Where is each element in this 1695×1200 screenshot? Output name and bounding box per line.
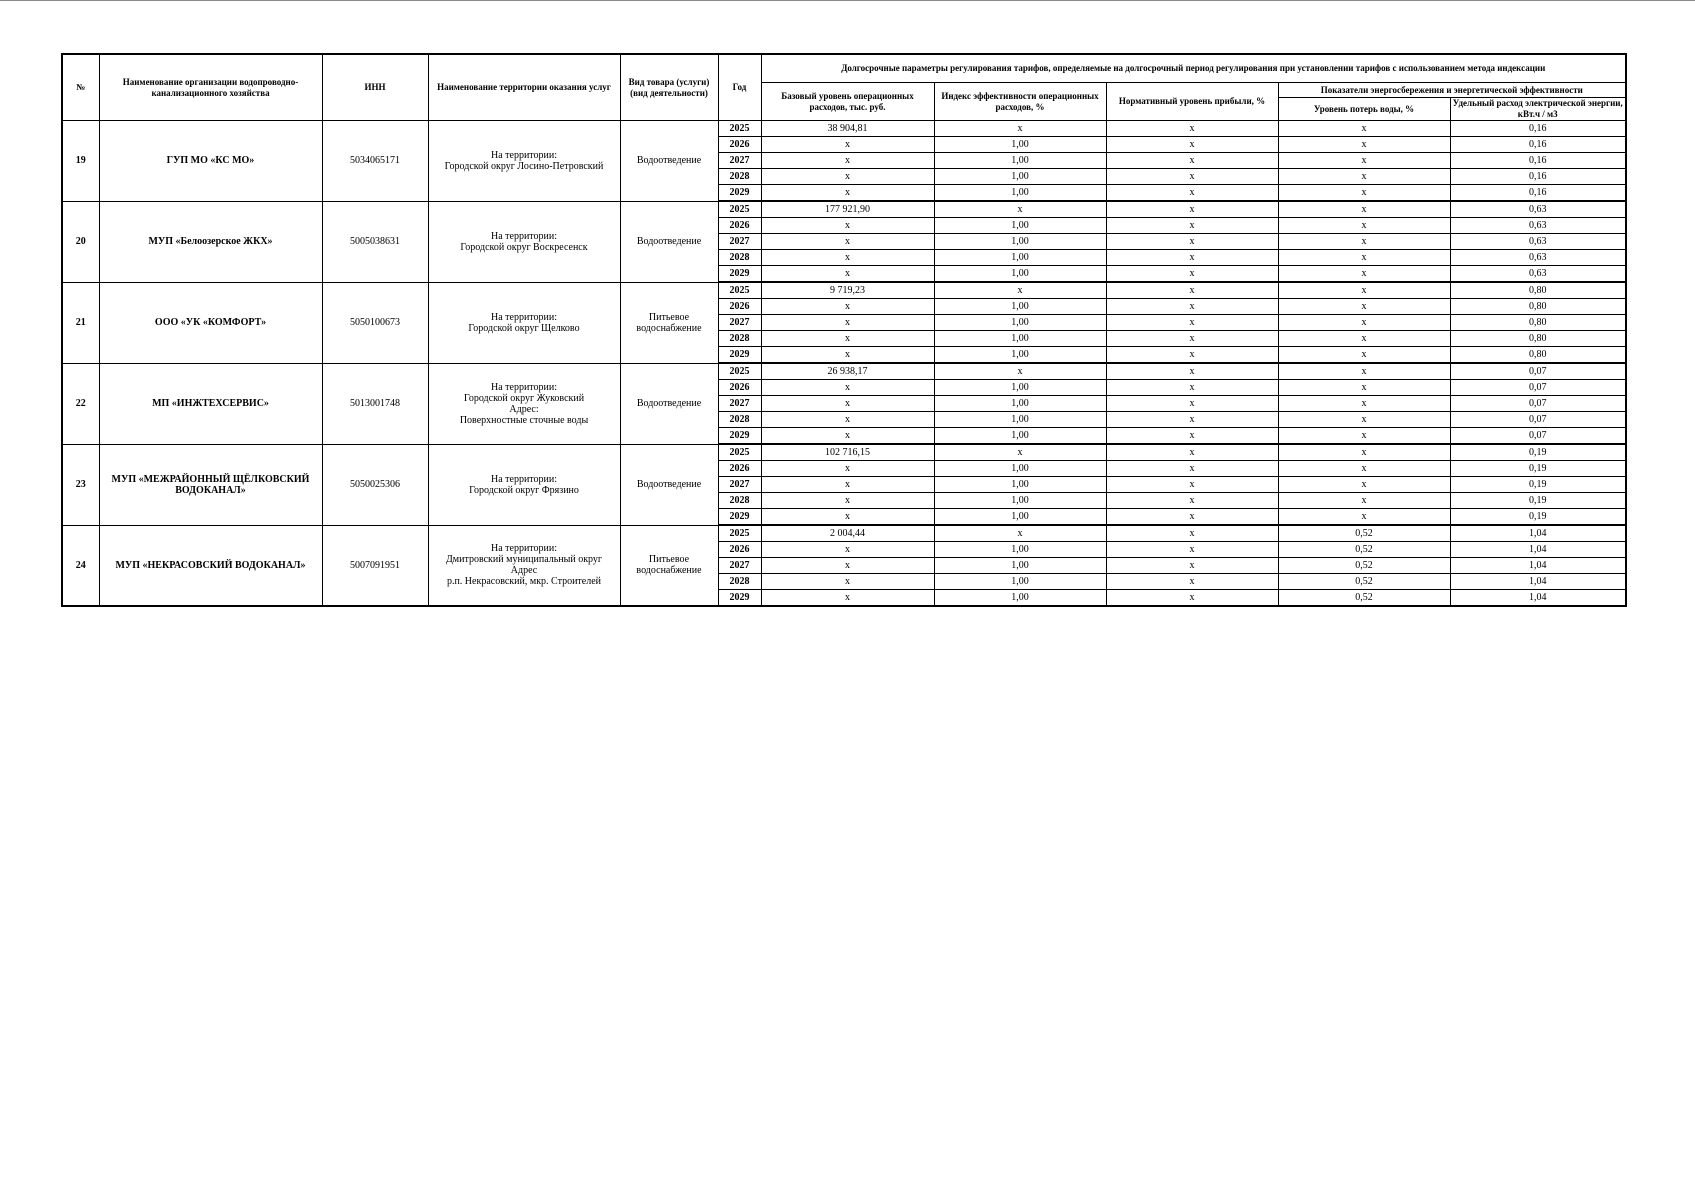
cell-water-loss: x: [1278, 266, 1450, 283]
cell-water-loss: x: [1278, 234, 1450, 250]
cell-efficiency-index: 1,00: [934, 542, 1106, 558]
territory-line: Городской округ Воскресенск: [460, 241, 588, 253]
table-row: [62, 363, 1626, 380]
col-header-water-loss: Уровень потерь воды, %: [1278, 98, 1450, 121]
cell-profit-level: x: [1106, 542, 1278, 558]
cell-profit-level: x: [1106, 493, 1278, 509]
cell-electricity: 0,80: [1450, 315, 1626, 331]
cell-base-level: x: [761, 331, 934, 347]
cell-water-loss: x: [1278, 153, 1450, 169]
org-inn: 5007091951: [322, 525, 428, 606]
cell-profit-level: x: [1106, 380, 1278, 396]
col-header-profit-level: Нормативный уровень прибыли, %: [1106, 83, 1278, 121]
org-number: 23: [62, 444, 99, 525]
cell-electricity: 0,80: [1450, 299, 1626, 315]
cell-electricity: 0,07: [1450, 412, 1626, 428]
territory-line: Поверхностные сточные воды: [459, 414, 589, 426]
cell-water-loss: x: [1278, 493, 1450, 509]
cell-efficiency-index: 1,00: [934, 493, 1106, 509]
cell-efficiency-index: 1,00: [934, 234, 1106, 250]
cell-electricity: 0,07: [1450, 363, 1626, 380]
territory-line: На территории:: [490, 149, 558, 161]
cell-profit-level: x: [1106, 153, 1278, 169]
cell-electricity: 0,63: [1450, 250, 1626, 266]
cell-water-loss: x: [1278, 299, 1450, 315]
cell-water-loss: x: [1278, 380, 1450, 396]
cell-base-level: x: [761, 542, 934, 558]
org-service: Водоотведение: [620, 363, 718, 444]
cell-base-level: x: [761, 574, 934, 590]
cell-electricity: 1,04: [1450, 558, 1626, 574]
cell-efficiency-index: 1,00: [934, 153, 1106, 169]
org-name: МУП «НЕКРАСОВСКИЙ ВОДОКАНАЛ»: [99, 525, 322, 606]
cell-water-loss: x: [1278, 509, 1450, 526]
cell-water-loss: x: [1278, 315, 1450, 331]
cell-base-level: x: [761, 412, 934, 428]
cell-year: 2026: [718, 137, 761, 153]
cell-electricity: 1,04: [1450, 525, 1626, 542]
cell-efficiency-index: x: [934, 282, 1106, 299]
territory-line: р.п. Некрасовский, мкр. Строителей: [446, 576, 602, 588]
table-row: [62, 282, 1626, 299]
cell-base-level: x: [761, 153, 934, 169]
cell-electricity: 0,07: [1450, 428, 1626, 445]
cell-electricity: 1,04: [1450, 590, 1626, 607]
cell-base-level: x: [761, 137, 934, 153]
cell-year: 2029: [718, 347, 761, 364]
cell-efficiency-index: 1,00: [934, 428, 1106, 445]
cell-profit-level: x: [1106, 185, 1278, 202]
cell-water-loss: x: [1278, 331, 1450, 347]
cell-base-level: x: [761, 234, 934, 250]
cell-electricity: 0,63: [1450, 201, 1626, 218]
cell-water-loss: 0,52: [1278, 590, 1450, 607]
cell-efficiency-index: 1,00: [934, 396, 1106, 412]
table-row: [62, 444, 1626, 461]
table-row: [62, 201, 1626, 218]
col-header-year: Год: [718, 54, 761, 121]
cell-base-level: x: [761, 299, 934, 315]
org-inn: 5005038631: [322, 201, 428, 282]
territory-line: На территории:: [490, 543, 558, 555]
cell-water-loss: x: [1278, 218, 1450, 234]
cell-efficiency-index: x: [934, 121, 1106, 137]
cell-year: 2029: [718, 185, 761, 202]
cell-year: 2025: [718, 282, 761, 299]
cell-base-level: 9 719,23: [761, 282, 934, 299]
col-header-territory: Наименование территории оказания услуг: [428, 54, 620, 121]
org-number: 19: [62, 121, 99, 202]
cell-profit-level: x: [1106, 266, 1278, 283]
cell-base-level: x: [761, 396, 934, 412]
org-number: 20: [62, 201, 99, 282]
cell-efficiency-index: 1,00: [934, 299, 1106, 315]
cell-electricity: 0,80: [1450, 331, 1626, 347]
cell-profit-level: x: [1106, 461, 1278, 477]
cell-year: 2025: [718, 525, 761, 542]
cell-profit-level: x: [1106, 299, 1278, 315]
cell-electricity: 0,63: [1450, 234, 1626, 250]
cell-electricity: 0,80: [1450, 347, 1626, 364]
cell-water-loss: x: [1278, 201, 1450, 218]
cell-electricity: 0,19: [1450, 461, 1626, 477]
cell-profit-level: x: [1106, 444, 1278, 461]
org-territory: [428, 525, 620, 606]
cell-year: 2025: [718, 444, 761, 461]
col-header-efficiency-index: Индекс эффективности операционных расходов, %: [934, 83, 1106, 121]
territory-line: На территории:: [490, 230, 558, 242]
cell-year: 2026: [718, 218, 761, 234]
cell-year: 2027: [718, 315, 761, 331]
org-territory: [428, 444, 620, 525]
cell-year: 2026: [718, 542, 761, 558]
territory-line: Городской округ Щелково: [468, 322, 580, 334]
col-header-num: №: [62, 54, 99, 121]
cell-year: 2028: [718, 493, 761, 509]
territory-line: На территории:: [490, 381, 558, 393]
org-service: Водоотведение: [620, 201, 718, 282]
tariff-parameters-table: [61, 53, 1627, 607]
cell-water-loss: x: [1278, 185, 1450, 202]
cell-water-loss: x: [1278, 428, 1450, 445]
cell-water-loss: x: [1278, 477, 1450, 493]
cell-electricity: 0,19: [1450, 509, 1626, 526]
org-territory: [428, 363, 620, 444]
cell-profit-level: x: [1106, 201, 1278, 218]
territory-line: Дмитровский муниципальный округ: [445, 554, 603, 566]
cell-profit-level: x: [1106, 169, 1278, 185]
cell-base-level: x: [761, 509, 934, 526]
cell-profit-level: x: [1106, 477, 1278, 493]
cell-efficiency-index: 1,00: [934, 558, 1106, 574]
cell-base-level: x: [761, 590, 934, 607]
cell-efficiency-index: 1,00: [934, 169, 1106, 185]
cell-efficiency-index: 1,00: [934, 315, 1106, 331]
cell-year: 2027: [718, 153, 761, 169]
cell-base-level: x: [761, 315, 934, 331]
cell-base-level: x: [761, 250, 934, 266]
cell-profit-level: x: [1106, 282, 1278, 299]
col-header-base-level: Базовый уровень операционных расходов, тыс. руб.: [761, 83, 934, 121]
org-territory: [428, 121, 620, 202]
col-header-org: Наименование организации водопроводно-канализационного хозяйства: [99, 54, 322, 121]
cell-electricity: 0,19: [1450, 493, 1626, 509]
org-territory: [428, 201, 620, 282]
territory-line: Адрес:: [509, 403, 539, 415]
cell-year: 2029: [718, 428, 761, 445]
cell-base-level: x: [761, 380, 934, 396]
org-inn: 5034065171: [322, 121, 428, 202]
cell-efficiency-index: 1,00: [934, 477, 1106, 493]
cell-electricity: 1,04: [1450, 542, 1626, 558]
cell-water-loss: x: [1278, 121, 1450, 137]
col-header-electricity: Удельный расход электрической энергии, кВт.ч / м3: [1450, 98, 1626, 121]
cell-year: 2028: [718, 331, 761, 347]
cell-efficiency-index: x: [934, 201, 1106, 218]
cell-profit-level: x: [1106, 396, 1278, 412]
table-row: [62, 121, 1626, 137]
cell-electricity: 1,04: [1450, 574, 1626, 590]
cell-electricity: 0,19: [1450, 477, 1626, 493]
cell-electricity: 0,63: [1450, 218, 1626, 234]
org-service: Водоотведение: [620, 444, 718, 525]
cell-efficiency-index: 1,00: [934, 137, 1106, 153]
cell-water-loss: 0,52: [1278, 525, 1450, 542]
cell-profit-level: x: [1106, 590, 1278, 607]
org-inn: 5013001748: [322, 363, 428, 444]
table-body: [62, 121, 1626, 607]
territory-line: Городской округ Лосино-Петровский: [444, 160, 604, 172]
cell-base-level: x: [761, 477, 934, 493]
cell-year: 2026: [718, 461, 761, 477]
org-name: ООО «УК «КОМФОРТ»: [99, 282, 322, 363]
territory-line: Городской округ Фрязино: [469, 484, 579, 496]
territory-line: Городской округ Жуковский: [463, 392, 585, 404]
org-number: 21: [62, 282, 99, 363]
cell-year: 2027: [718, 558, 761, 574]
cell-profit-level: x: [1106, 137, 1278, 153]
cell-efficiency-index: 1,00: [934, 590, 1106, 607]
org-name: МУП «МЕЖРАЙОННЫЙ ЩЁЛКОВСКИЙ ВОДОКАНАЛ»: [99, 444, 322, 525]
cell-efficiency-index: 1,00: [934, 218, 1106, 234]
cell-water-loss: x: [1278, 282, 1450, 299]
cell-water-loss: x: [1278, 444, 1450, 461]
cell-profit-level: x: [1106, 428, 1278, 445]
page-top-edge: [0, 0, 1695, 1]
cell-profit-level: x: [1106, 315, 1278, 331]
org-service: Питьевое водоснабжение: [620, 282, 718, 363]
cell-water-loss: 0,52: [1278, 558, 1450, 574]
cell-base-level: x: [761, 493, 934, 509]
org-number: 22: [62, 363, 99, 444]
cell-electricity: 0,07: [1450, 396, 1626, 412]
cell-profit-level: x: [1106, 347, 1278, 364]
territory-line: На территории:: [490, 311, 558, 323]
cell-year: 2025: [718, 201, 761, 218]
cell-profit-level: x: [1106, 250, 1278, 266]
table-row: [62, 525, 1626, 542]
org-name: МП «ИНЖТЕХСЕРВИС»: [99, 363, 322, 444]
territory-line: На территории:: [490, 473, 558, 485]
cell-base-level: x: [761, 169, 934, 185]
table-header: [62, 54, 1626, 121]
cell-profit-level: x: [1106, 509, 1278, 526]
org-inn: 5050100673: [322, 282, 428, 363]
cell-year: 2025: [718, 121, 761, 137]
org-service: Питьевое водоснабжение: [620, 525, 718, 606]
cell-year: 2029: [718, 509, 761, 526]
col-header-inn: ИНН: [322, 54, 428, 121]
cell-profit-level: x: [1106, 218, 1278, 234]
cell-efficiency-index: 1,00: [934, 185, 1106, 202]
cell-base-level: x: [761, 185, 934, 202]
cell-efficiency-index: 1,00: [934, 250, 1106, 266]
cell-water-loss: x: [1278, 461, 1450, 477]
cell-water-loss: x: [1278, 412, 1450, 428]
cell-water-loss: 0,52: [1278, 542, 1450, 558]
cell-profit-level: x: [1106, 574, 1278, 590]
cell-efficiency-index: x: [934, 444, 1106, 461]
cell-water-loss: x: [1278, 347, 1450, 364]
cell-year: 2028: [718, 574, 761, 590]
cell-electricity: 0,19: [1450, 444, 1626, 461]
cell-base-level: x: [761, 428, 934, 445]
cell-profit-level: x: [1106, 558, 1278, 574]
org-service: Водоотведение: [620, 121, 718, 202]
cell-base-level: 2 004,44: [761, 525, 934, 542]
cell-electricity: 0,16: [1450, 121, 1626, 137]
cell-efficiency-index: 1,00: [934, 412, 1106, 428]
cell-year: 2029: [718, 266, 761, 283]
cell-efficiency-index: 1,00: [934, 509, 1106, 526]
col-header-long-term-params: Долгосрочные параметры регулирования тарифов, определяемые на долгосрочный период регулирования при установлении тарифов с использованием метода индексации: [761, 54, 1626, 83]
cell-water-loss: x: [1278, 396, 1450, 412]
cell-year: 2028: [718, 169, 761, 185]
cell-year: 2028: [718, 412, 761, 428]
cell-efficiency-index: 1,00: [934, 347, 1106, 364]
cell-electricity: 0,16: [1450, 185, 1626, 202]
cell-profit-level: x: [1106, 234, 1278, 250]
territory-line: Адрес: [510, 565, 538, 577]
org-number: 24: [62, 525, 99, 606]
cell-electricity: 0,16: [1450, 137, 1626, 153]
cell-efficiency-index: x: [934, 363, 1106, 380]
cell-base-level: 177 921,90: [761, 201, 934, 218]
cell-profit-level: x: [1106, 525, 1278, 542]
cell-electricity: 0,16: [1450, 169, 1626, 185]
org-territory: [428, 282, 620, 363]
org-name: МУП «Белоозерское ЖКХ»: [99, 201, 322, 282]
cell-efficiency-index: 1,00: [934, 331, 1106, 347]
cell-efficiency-index: 1,00: [934, 574, 1106, 590]
cell-year: 2027: [718, 234, 761, 250]
cell-water-loss: x: [1278, 137, 1450, 153]
cell-water-loss: 0,52: [1278, 574, 1450, 590]
col-header-energy-group: Показатели энергосбережения и энергетической эффективности: [1278, 83, 1626, 98]
cell-base-level: 26 938,17: [761, 363, 934, 380]
col-header-service: Вид товара (услуги) (вид деятельности): [620, 54, 718, 121]
cell-efficiency-index: x: [934, 525, 1106, 542]
cell-water-loss: x: [1278, 363, 1450, 380]
cell-profit-level: x: [1106, 331, 1278, 347]
org-name: ГУП МО «КС МО»: [99, 121, 322, 202]
cell-efficiency-index: 1,00: [934, 380, 1106, 396]
cell-base-level: x: [761, 347, 934, 364]
cell-year: 2026: [718, 380, 761, 396]
cell-profit-level: x: [1106, 121, 1278, 137]
cell-electricity: 0,63: [1450, 266, 1626, 283]
cell-year: 2029: [718, 590, 761, 607]
cell-base-level: x: [761, 558, 934, 574]
cell-electricity: 0,80: [1450, 282, 1626, 299]
cell-base-level: x: [761, 218, 934, 234]
cell-water-loss: x: [1278, 250, 1450, 266]
cell-electricity: 0,07: [1450, 380, 1626, 396]
cell-efficiency-index: 1,00: [934, 266, 1106, 283]
org-inn: 5050025306: [322, 444, 428, 525]
cell-base-level: x: [761, 266, 934, 283]
cell-year: 2025: [718, 363, 761, 380]
cell-water-loss: x: [1278, 169, 1450, 185]
cell-year: 2026: [718, 299, 761, 315]
cell-year: 2028: [718, 250, 761, 266]
cell-electricity: 0,16: [1450, 153, 1626, 169]
cell-efficiency-index: 1,00: [934, 461, 1106, 477]
cell-profit-level: x: [1106, 363, 1278, 380]
cell-year: 2027: [718, 396, 761, 412]
cell-base-level: x: [761, 461, 934, 477]
cell-profit-level: x: [1106, 412, 1278, 428]
cell-base-level: 38 904,81: [761, 121, 934, 137]
cell-year: 2027: [718, 477, 761, 493]
cell-base-level: 102 716,15: [761, 444, 934, 461]
